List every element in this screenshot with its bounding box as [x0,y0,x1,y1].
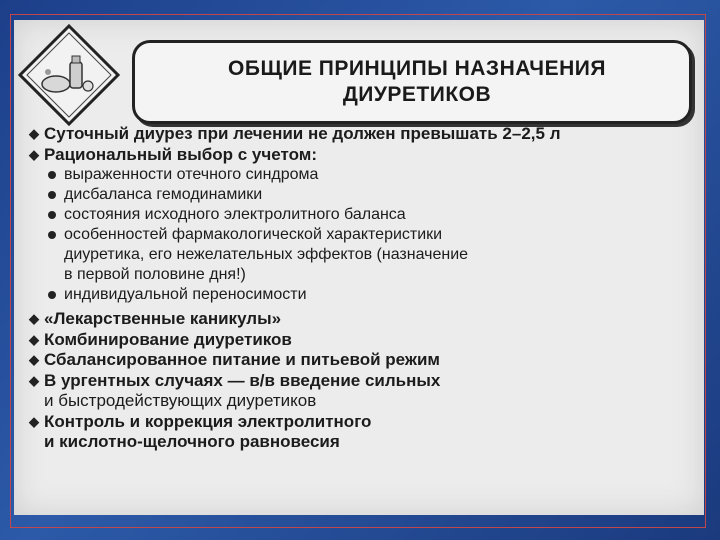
list-item [24,309,694,330]
diamond-bullet-icon: ◆ [29,352,39,367]
sub-item-text: индивидуальной переносимости [64,286,307,303]
sub-item-text: состояния исходного электролитного баланса [64,206,406,223]
sub-list-item [24,285,694,305]
title-line-1: ОБЩИЕ ПРИНЦИПЫ НАЗНАЧЕНИЯ [228,57,606,80]
sub-item-text: дисбаланса гемодинамики [64,186,263,203]
list-item-line: и быстродействующих диуретиков [44,391,317,410]
list-item [24,124,694,145]
list-item [24,350,694,371]
dot-bullet-icon [48,165,64,185]
dot-bullet-icon [48,185,64,205]
list-item-text: Комбинирование диуретиков [44,329,292,349]
list-item [24,412,694,453]
list-item-text [44,371,694,412]
sub-item-line: диуретика, его нежелательных эффектов (назначение [64,246,469,263]
diamond-bullet-icon: ◆ [29,146,39,162]
sub-list-item [24,185,694,205]
sub-item-text: выраженности отечного синдрома [64,166,319,183]
list-item-text: Сбалансированное питание и питьевой режим [44,350,440,369]
dot-bullet-icon [48,205,64,225]
diamond-bullet-icon: ◆ [29,126,39,141]
pill-diamond-icon [14,20,124,130]
dot-bullet-icon [48,285,64,305]
dot-bullet-icon [48,225,64,245]
principles-list [24,124,694,453]
title-banner [132,40,692,124]
list-item-text: Рациональный выбор с учетом: [44,144,317,164]
sub-list-item [24,205,694,225]
sub-list-item [24,225,694,285]
list-item-text [44,412,694,453]
list-item-line: В ургентных случаях — в/в введение сильных [44,370,441,390]
sub-list-item [24,165,694,185]
diamond-bullet-icon: ◆ [29,311,39,326]
list-item [24,330,694,351]
slide-sheet [14,20,704,515]
list-item [24,145,694,166]
diamond-bullet-icon: ◆ [29,331,39,347]
title-line-2: ДИУРЕТИКОВ [342,83,492,106]
list-item-line: и кислотно-щелочного равновесия [44,432,340,451]
diamond-bullet-icon: ◆ [29,413,39,429]
sub-item-line: в первой половине дня!) [64,266,246,283]
sub-item-text [64,225,694,285]
list-item-text: «Лекарственные каникулы» [44,309,282,328]
list-item-line: Контроль и коррекция электролитного [44,411,372,431]
sub-item-line: особенностей фармакологической характеристики [64,226,443,243]
list-item-text: Суточный диурез при лечении не должен превышать 2–2,5 л [44,124,561,143]
list-item [24,371,694,412]
diamond-bullet-icon: ◆ [29,372,39,388]
